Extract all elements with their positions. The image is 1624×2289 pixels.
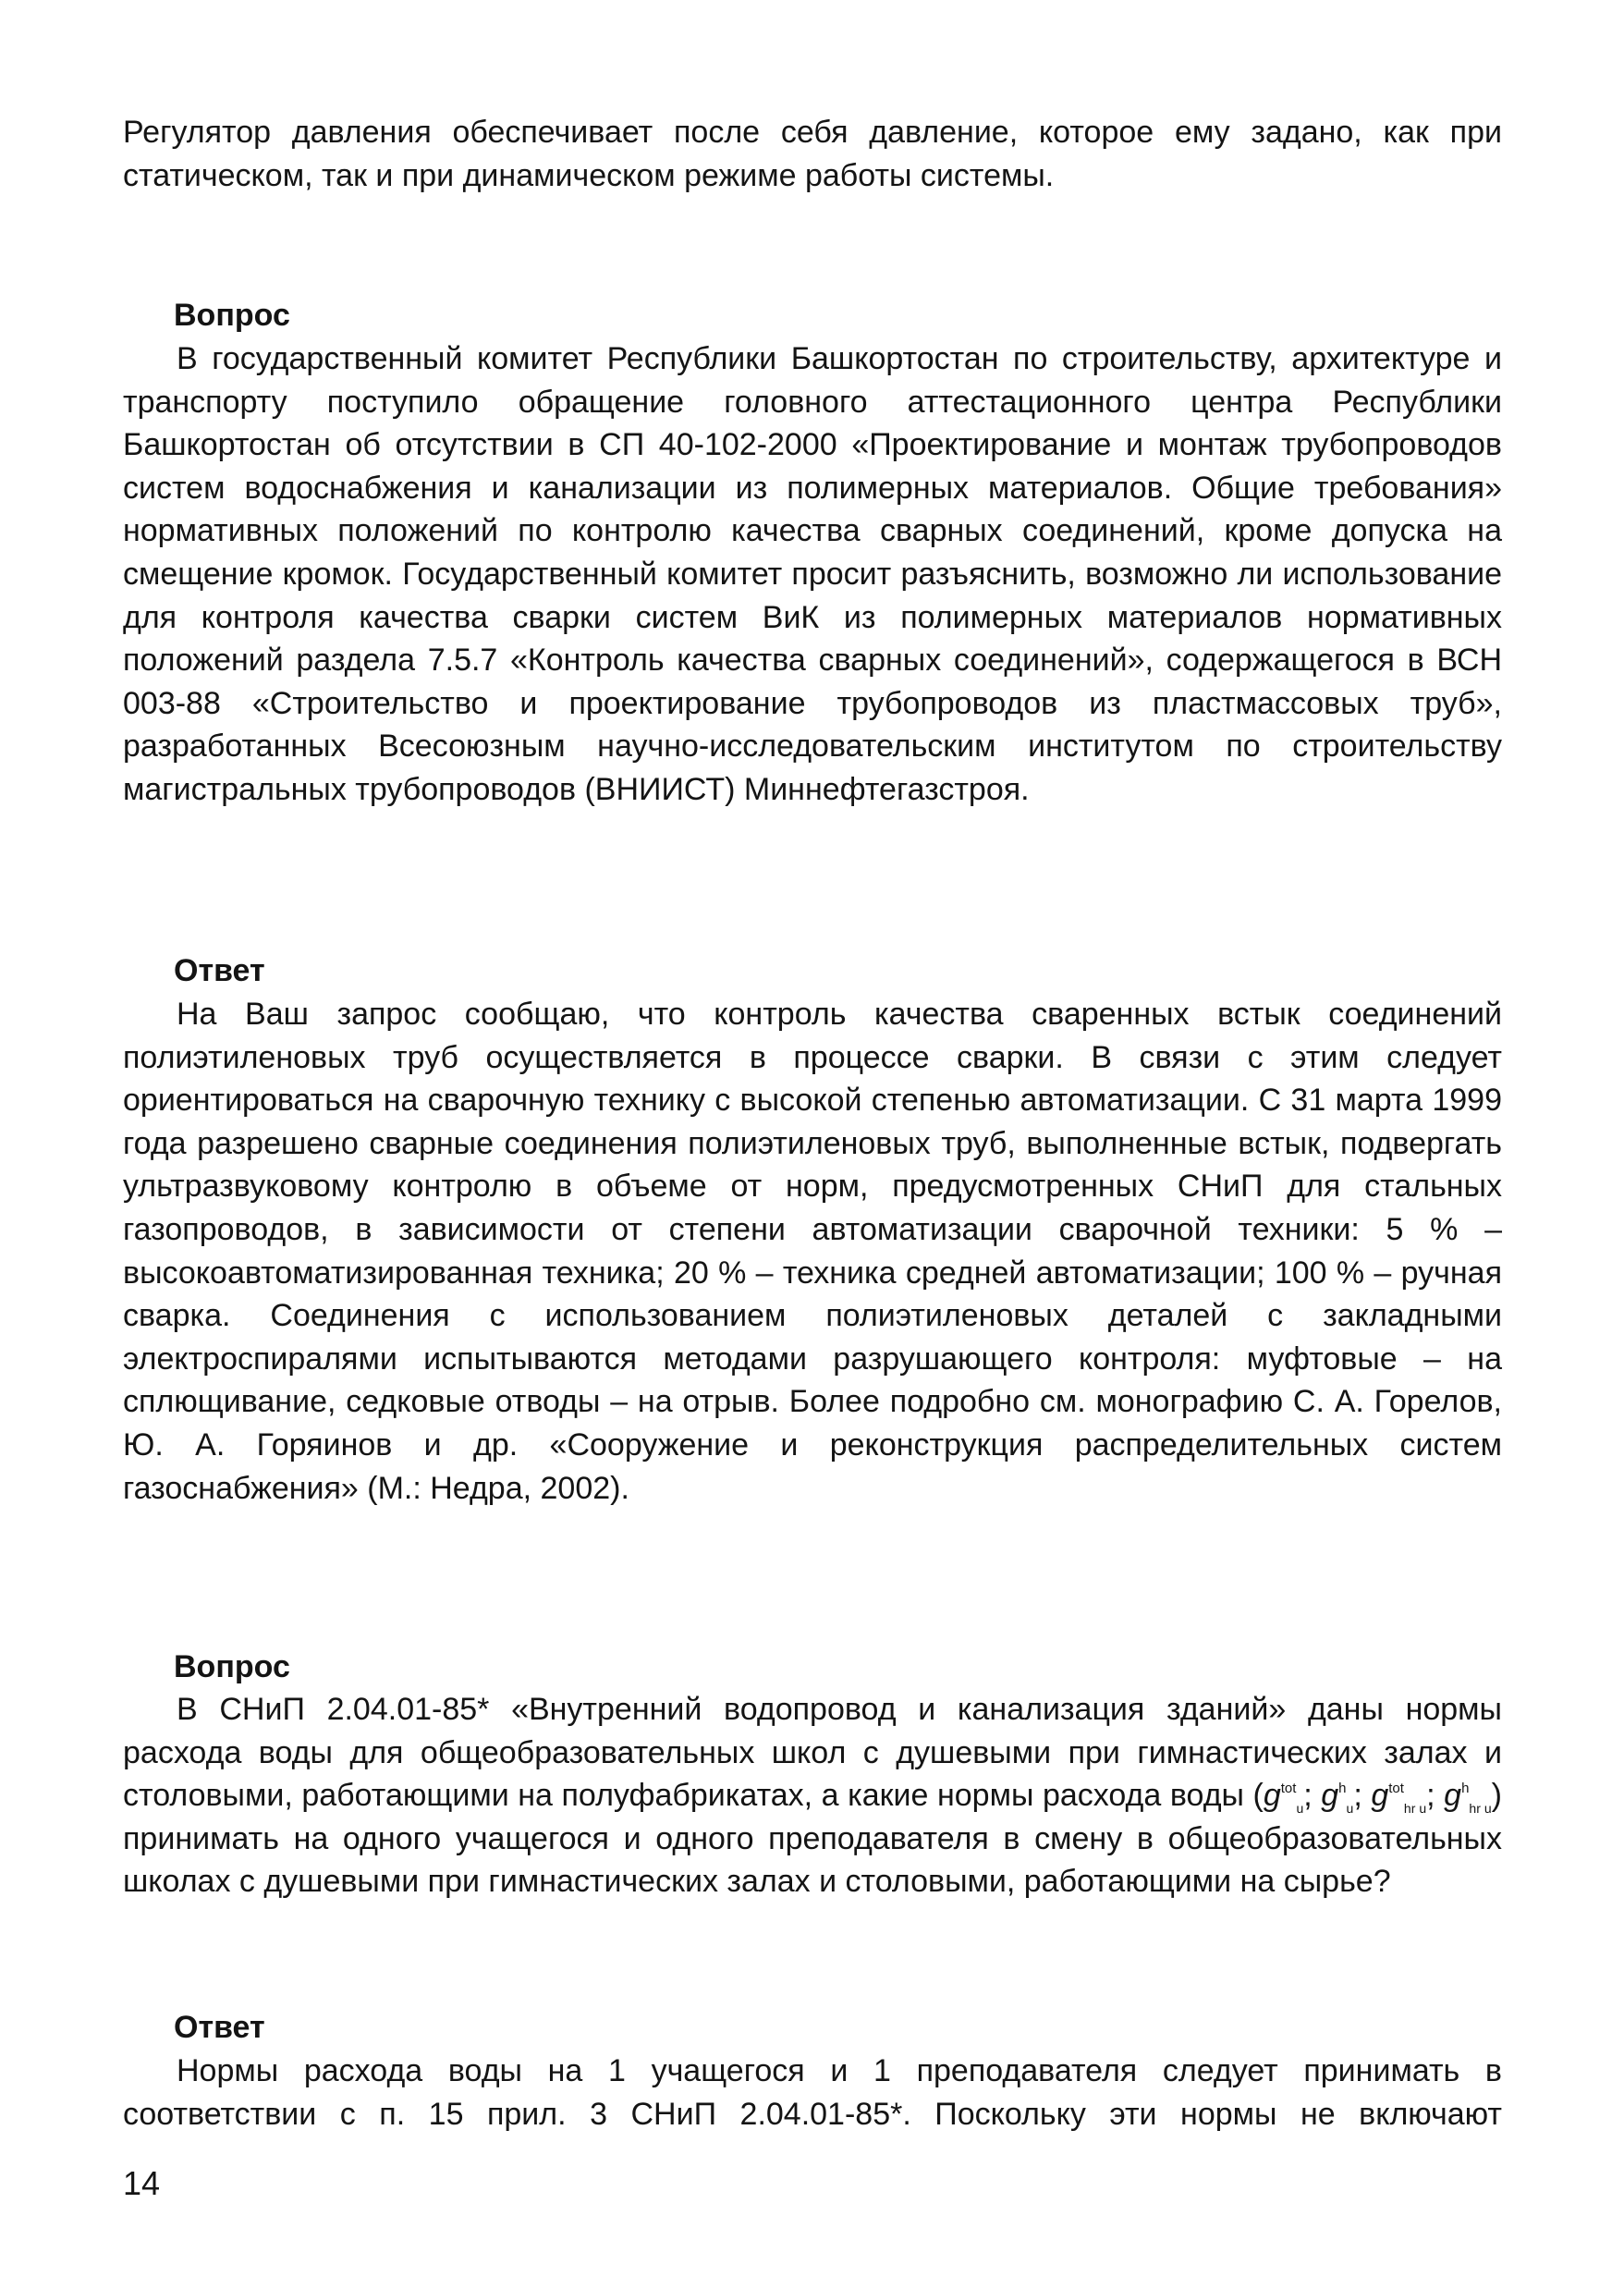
question-heading-1: Вопрос — [174, 298, 290, 333]
question-text-1: В государственный комитет Республики Башкортостан по строительству, архитектуре и транспорту поступило обращение головного аттестационного центра Республики Башкортостан об отсутствии в СП 40-102-2000 «Проектирование и монтаж трубопроводов систем водоснабжения и канализации из полимерных материалов. Общие требования» нормативных положений по контролю качества сварных соединений, кроме допуска на смещение кромок. Государственный комитет просит разъяснить, возможно ли использование для контроля качества сварки систем ВиК из полимерных материалов нормативных положений раздела 7.5.7 «Контроль качества сварных соединений», содержащегося в ВСН 003-88 «Строительство и проектирование трубопроводов из пластмассовых труб», разработанных Всесоюзным научно-исследовательским институтом по строительству магистральных трубопроводов (ВНИИСТ) Миннефтегазстроя. — [123, 341, 1502, 807]
answer-text-1: На Ваш запрос сообщаю, что контроль качества сваренных встык соединений полиэтиленовых труб осуществляется в процессе сварки. В связи с этим следует ориентироваться на сварочную технику с высокой степенью автоматизации. С 31 марта 1999 года разрешено сварные соединения полиэтиленовых труб, выполненные встык, подвергать ультразвуковому контролю в объеме от норм, предусмотренных СНиП для стальных газопроводов, в зависимости от степени автоматизации сварочной техники: 5 % – высокоавтоматизированная техника; 20 % – техника средней автоматизации; 100 % – ручная сварка. Соединения с использованием полиэтиленовых деталей с закладными электроспиралями испытываются методами разрушающего контроля: муфтовые – на сплющивание, седковые отводы – на отрыв. Более подробно см. монографию С. А. Горелов, Ю. А. Горяинов и др. «Сооружение и реконструкция распределительных систем газоснабжения» (М.: Недра, 2002). — [123, 997, 1502, 1506]
answer-block-2 — [123, 2050, 1502, 2136]
question-text-2 — [123, 1688, 1502, 1903]
question-text-2-after: принимать на одного учащегося и одного преподавателя в смену в общеобразовательных школах с душевыми при гимнастических залах и столовыми, работающими на сырье? — [123, 1820, 1502, 1900]
intro-block — [123, 111, 1502, 197]
question-text-2-before: В СНиП 2.04.01-85* «Внутренний водопровод и канализация зданий» даны нормы расхода воды для общеобразовательных школ с душевыми при гимнастических залах и столовыми, работающими на полуфабрикатах, а какие нормы расхода воды ( — [123, 1692, 1502, 1814]
answer-heading-2: Ответ — [174, 2010, 265, 2045]
question-block-1 — [123, 337, 1502, 812]
water-norms-formula: $g^{tot}_u$; $g^h_u$; $g^{tot}_{hr u}$; $g^h_{hr u}$) — [1263, 1778, 1502, 1817]
question-heading-2: Вопрос — [174, 1649, 290, 1684]
answer-text-2: Нормы расхода воды на 1 учащегося и 1 преподавателя следует принимать в соответствии с п. 15 прил. 3 СНиП 2.04.01-85*. Поскольку эти нормы не включают — [123, 2053, 1502, 2132]
answer-heading-1: Ответ — [174, 953, 265, 988]
intro-paragraph: Регулятор давления обеспечивает после себя давление, которое ему задано, как при статическом, так и при динамическом режиме работы системы. — [123, 115, 1502, 193]
page-number: 14 — [123, 2164, 161, 2202]
question-block-2 — [123, 1688, 1502, 1903]
answer-block-1 — [123, 993, 1502, 1510]
